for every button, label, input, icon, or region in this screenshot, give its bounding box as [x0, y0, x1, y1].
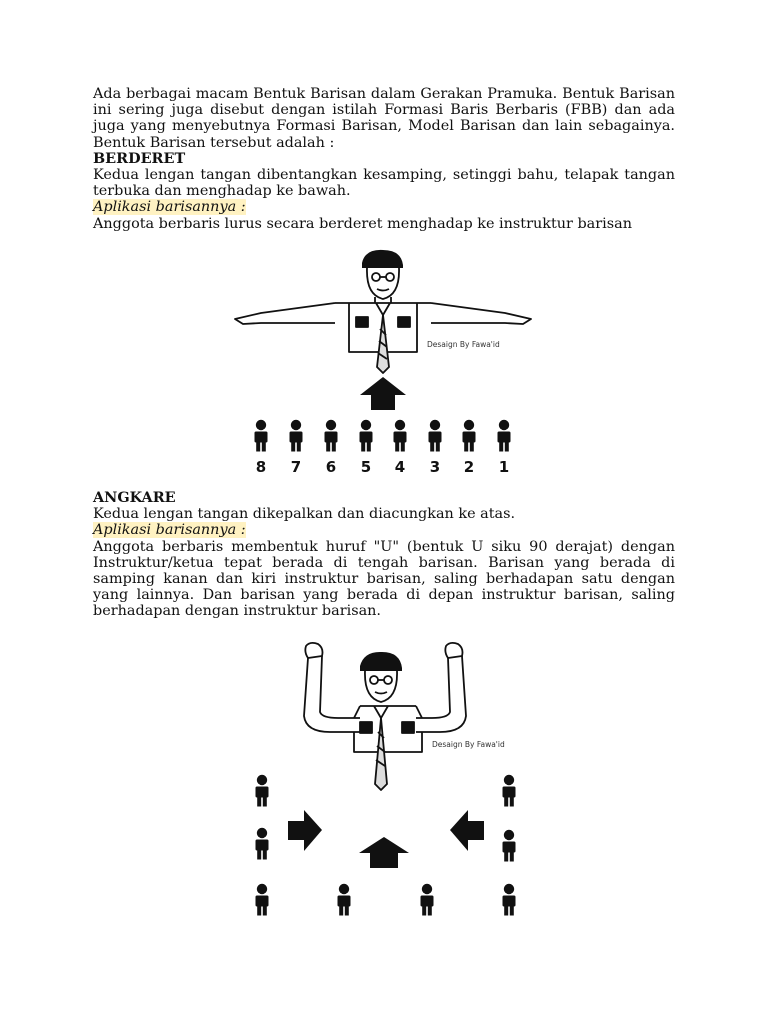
document-body	[93, 86, 675, 232]
person-icon	[421, 884, 434, 916]
section-title-berderet: BERDERET	[93, 149, 186, 167]
formation-left-column	[256, 775, 269, 916]
instructor-arms-out-illustration	[235, 250, 531, 373]
position-number: 8	[255, 458, 267, 476]
section-title-angkare: ANGKARE	[93, 489, 176, 506]
arrow-up-icon	[359, 837, 409, 868]
angkare-application-text: Anggota berbaris membentuk huruf "U" (bentuk U siku 90 derajat) dengan Instruktur/ketua tepat berada di tengah barisan. Barisan yang berada di samping kanan dan kiri instruktur barisan, saling berhadapan satu dengan yang lainnya. Dan barisan yang berada di depan instruktur barisan, saling berhadapan dengan instruktur barisan.	[93, 538, 675, 620]
formation-front-row	[338, 884, 434, 916]
formation-row	[255, 420, 511, 452]
angkare-figure	[240, 640, 540, 932]
position-number: 3	[429, 458, 441, 476]
person-icon	[255, 420, 268, 452]
person-icon	[429, 420, 442, 452]
position-number: 6	[325, 458, 337, 476]
berderet-figure	[225, 245, 545, 477]
intro-paragraph: Ada berbagai macam Bentuk Barisan dalam Gerakan Pramuka. Bentuk Barisan ini sering juga disebut dengan istilah Formasi Baris Berbaris (FBB) dan ada juga yang menyebutnya Formasi Barisan, Model Barisan dan lain sebagainya. Bentuk Barisan tersebut adalah :	[93, 86, 675, 151]
person-icon	[325, 420, 338, 452]
position-number: 5	[360, 458, 372, 476]
person-icon	[503, 884, 516, 916]
person-icon	[463, 420, 476, 452]
instructor-fists-up-illustration	[304, 643, 466, 790]
person-icon	[498, 420, 511, 452]
angkare-application-label: Aplikasi barisannya :	[93, 522, 246, 539]
person-icon	[290, 420, 303, 452]
arrow-up-icon	[360, 377, 406, 410]
person-icon	[360, 420, 373, 452]
person-icon	[256, 828, 269, 860]
position-number: 1	[498, 458, 510, 476]
person-icon	[394, 420, 407, 452]
document-body-2	[93, 490, 675, 620]
position-numbers	[256, 458, 509, 476]
person-icon	[338, 884, 351, 916]
person-icon	[256, 775, 269, 807]
arrow-left-icon	[450, 810, 484, 851]
position-number: 4	[394, 458, 406, 476]
berderet-description: Kedua lengan tangan dibentangkan kesamping, setinggi bahu, telapak tangan terbuka dan menghadap ke bawah.	[93, 167, 675, 200]
formation-right-column	[503, 775, 516, 916]
berderet-application-label: Aplikasi barisannya :	[93, 199, 246, 216]
person-icon	[503, 830, 516, 862]
arrow-right-icon	[288, 810, 322, 851]
person-icon	[503, 775, 516, 807]
position-number: 7	[290, 458, 302, 476]
berderet-figure-credit: Desaign By Fawa'id	[427, 340, 500, 349]
angkare-description: Kedua lengan tangan dikepalkan dan diacungkan ke atas.	[93, 506, 516, 523]
angkare-figure-credit: Desaign By Fawa'id	[432, 740, 505, 749]
berderet-application-text: Anggota berbaris lurus secara berderet menghadap ke instruktur barisan	[93, 215, 632, 232]
position-number: 2	[463, 458, 475, 476]
person-icon	[256, 884, 269, 916]
